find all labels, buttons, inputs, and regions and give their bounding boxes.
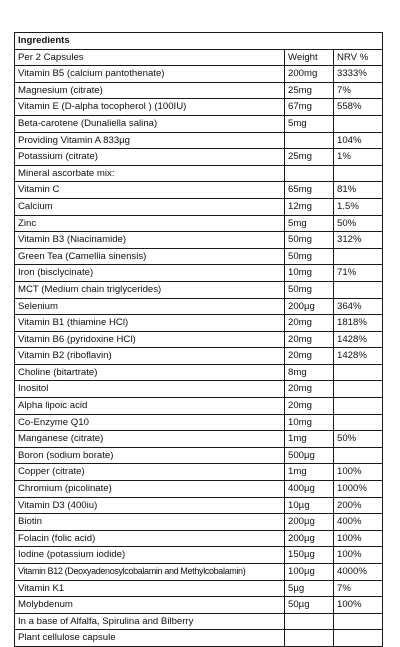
ingredient-name-cell: Selenium: [15, 298, 285, 315]
table-row: [15, 198, 383, 215]
table-row: [15, 149, 383, 166]
ingredient-name-cell: Molybdenum: [15, 597, 285, 614]
ingredient-nrv-cell: 1.5%: [334, 198, 383, 215]
ingredient-name-cell: Vitamin B1 (thiamine HCl): [15, 315, 285, 332]
ingredient-nrv-cell: [334, 364, 383, 381]
table-row: [15, 630, 383, 647]
ingredient-nrv-cell: 312%: [334, 232, 383, 249]
ingredient-weight-cell: 65mg: [285, 182, 334, 199]
table-row: [15, 82, 383, 99]
ingredient-nrv-cell: 100%: [334, 464, 383, 481]
table-row: [15, 564, 383, 581]
ingredient-name-cell: Vitamin B6 (pyridoxine HCl): [15, 331, 285, 348]
ingredient-name-cell: Providing Vitamin A 833µg: [15, 132, 285, 149]
ingredient-weight-cell: [285, 613, 334, 630]
ingredient-name-cell: Copper (citrate): [15, 464, 285, 481]
ingredient-nrv-cell: 1428%: [334, 331, 383, 348]
table-row: [15, 315, 383, 332]
ingredient-nrv-cell: 100%: [334, 530, 383, 547]
ingredient-weight-cell: 12mg: [285, 198, 334, 215]
ingredient-nrv-cell: [334, 281, 383, 298]
ingredient-weight-cell: 5mg: [285, 215, 334, 232]
table-row: [15, 580, 383, 597]
ingredient-name-cell: Vitamin B3 (Niacinamide): [15, 232, 285, 249]
ingredient-nrv-cell: [334, 630, 383, 647]
ingredient-nrv-cell: 364%: [334, 298, 383, 315]
ingredient-nrv-cell: 50%: [334, 431, 383, 448]
ingredient-name-cell: Plant cellulose capsule: [15, 630, 285, 647]
ingredient-name-cell: Green Tea (Camellia sinensis): [15, 248, 285, 265]
ingredient-name-cell: Manganese (citrate): [15, 431, 285, 448]
table-row: [15, 182, 383, 199]
ingredient-nrv-cell: 1%: [334, 149, 383, 166]
ingredient-name-cell: Choline (bitartrate): [15, 364, 285, 381]
ingredient-name-cell: Co-Enzyme Q10: [15, 414, 285, 431]
ingredient-weight-cell: 50µg: [285, 597, 334, 614]
ingredient-name-cell: Chromium (picolinate): [15, 481, 285, 498]
ingredient-nrv-cell: [334, 414, 383, 431]
ingredient-name-cell: Calcium: [15, 198, 285, 215]
ingredient-name-cell: Folacin (folic acid): [15, 530, 285, 547]
ingredient-weight-cell: 1mg: [285, 464, 334, 481]
table-row: [15, 99, 383, 116]
table-row: [15, 514, 383, 531]
ingredient-nrv-cell: 81%: [334, 182, 383, 199]
ingredient-weight-cell: 20mg: [285, 398, 334, 415]
header-nrv: NRV %: [334, 49, 383, 66]
table-row: [15, 215, 383, 232]
table-row: [15, 381, 383, 398]
table-row: [15, 348, 383, 365]
ingredient-name-cell: Mineral ascorbate mix:: [15, 165, 285, 182]
ingredient-weight-cell: [285, 165, 334, 182]
ingredient-nrv-cell: 100%: [334, 597, 383, 614]
table-row: [15, 398, 383, 415]
table-row: [15, 414, 383, 431]
table-row: [15, 464, 383, 481]
ingredient-nrv-cell: 4000%: [334, 564, 383, 581]
ingredient-nrv-cell: [334, 115, 383, 132]
table-row: [15, 530, 383, 547]
ingredient-weight-cell: 5µg: [285, 580, 334, 597]
ingredient-nrv-cell: 1428%: [334, 348, 383, 365]
ingredient-nrv-cell: 200%: [334, 497, 383, 514]
table-row: [15, 613, 383, 630]
ingredient-weight-cell: 20mg: [285, 331, 334, 348]
ingredient-name-cell: Alpha lipoic acid: [15, 398, 285, 415]
table-row: [15, 298, 383, 315]
ingredient-weight-cell: 50mg: [285, 281, 334, 298]
ingredient-name-cell: Vitamin B2 (riboflavin): [15, 348, 285, 365]
ingredient-nrv-cell: [334, 613, 383, 630]
ingredient-weight-cell: 50mg: [285, 232, 334, 249]
ingredient-name-cell: Iron (bisclycinate): [15, 265, 285, 282]
ingredient-nrv-cell: 50%: [334, 215, 383, 232]
ingredient-nrv-cell: [334, 248, 383, 265]
ingredient-weight-cell: 200µg: [285, 298, 334, 315]
ingredient-weight-cell: 20mg: [285, 381, 334, 398]
table-row: [15, 132, 383, 149]
ingredient-nrv-cell: 400%: [334, 514, 383, 531]
table-row: [15, 364, 383, 381]
table-title-row: [15, 33, 383, 50]
table-row: [15, 265, 383, 282]
ingredient-weight-cell: 10µg: [285, 497, 334, 514]
ingredient-name-cell: Zinc: [15, 215, 285, 232]
table-row: [15, 232, 383, 249]
ingredient-weight-cell: 5mg: [285, 115, 334, 132]
table-row: [15, 248, 383, 265]
ingredient-weight-cell: 20mg: [285, 348, 334, 365]
ingredient-weight-cell: 1mg: [285, 431, 334, 448]
ingredient-weight-cell: 67mg: [285, 99, 334, 116]
table-row: [15, 497, 383, 514]
ingredient-name-cell: Magnesium (citrate): [15, 82, 285, 99]
ingredient-nrv-cell: [334, 381, 383, 398]
ingredient-weight-cell: 50mg: [285, 248, 334, 265]
table-row: [15, 481, 383, 498]
ingredient-name-cell: Boron (sodium borate): [15, 447, 285, 464]
table-row: [15, 331, 383, 348]
ingredient-nrv-cell: [334, 447, 383, 464]
ingredient-name-cell: Vitamin B12 (Deoxyadenosylcobalamin and Methylcobalamin): [15, 564, 285, 581]
table-header-row: [15, 49, 383, 66]
ingredient-nrv-cell: 100%: [334, 547, 383, 564]
ingredient-weight-cell: 10mg: [285, 265, 334, 282]
ingredient-name-cell: Vitamin D3 (400iu): [15, 497, 285, 514]
ingredient-nrv-cell: 7%: [334, 580, 383, 597]
table-row: [15, 165, 383, 182]
table-row: [15, 66, 383, 83]
header-per-2-capsules: Per 2 Capsules: [15, 49, 285, 66]
ingredient-name-cell: MCT (Medium chain triglycerides): [15, 281, 285, 298]
ingredient-weight-cell: 200µg: [285, 514, 334, 531]
ingredient-weight-cell: 20mg: [285, 315, 334, 332]
ingredients-table: [14, 32, 383, 647]
table-row: [15, 115, 383, 132]
ingredient-weight-cell: 100µg: [285, 564, 334, 581]
header-weight: Weight: [285, 49, 334, 66]
ingredient-nrv-cell: 558%: [334, 99, 383, 116]
ingredient-weight-cell: 25mg: [285, 149, 334, 166]
table-row: [15, 547, 383, 564]
table-row: [15, 597, 383, 614]
ingredient-weight-cell: 200mg: [285, 66, 334, 83]
ingredient-name-cell: Vitamin B5 (calcium pantothenate): [15, 66, 285, 83]
ingredient-nrv-cell: 1818%: [334, 315, 383, 332]
ingredient-weight-cell: 150µg: [285, 547, 334, 564]
table-row: [15, 447, 383, 464]
ingredient-weight-cell: 400µg: [285, 481, 334, 498]
ingredient-name-cell: In a base of Alfalfa, Spirulina and Bilberry: [15, 613, 285, 630]
ingredient-name-cell: Beta-carotene (Dunaliella salina): [15, 115, 285, 132]
ingredient-weight-cell: [285, 132, 334, 149]
ingredient-nrv-cell: 1000%: [334, 481, 383, 498]
ingredients-panel: [14, 32, 382, 647]
ingredient-weight-cell: 8mg: [285, 364, 334, 381]
ingredient-name-cell: Vitamin K1: [15, 580, 285, 597]
ingredient-nrv-cell: 71%: [334, 265, 383, 282]
ingredient-name-cell: Vitamin C: [15, 182, 285, 199]
ingredient-weight-cell: 500µg: [285, 447, 334, 464]
ingredient-weight-cell: 200µg: [285, 530, 334, 547]
ingredient-weight-cell: 10mg: [285, 414, 334, 431]
ingredient-weight-cell: [285, 630, 334, 647]
ingredient-nrv-cell: [334, 165, 383, 182]
ingredient-weight-cell: 25mg: [285, 82, 334, 99]
ingredient-name-cell: Biotin: [15, 514, 285, 531]
ingredient-name-cell: Iodine (potassium iodide): [15, 547, 285, 564]
table-row: [15, 281, 383, 298]
ingredient-nrv-cell: 7%: [334, 82, 383, 99]
table-title: Ingredients: [15, 33, 383, 50]
ingredient-nrv-cell: 3333%: [334, 66, 383, 83]
ingredient-name-cell: Vitamin E (D-alpha tocopherol ) (100IU): [15, 99, 285, 116]
ingredient-nrv-cell: [334, 398, 383, 415]
ingredient-name-cell: Inositol: [15, 381, 285, 398]
ingredient-name-cell: Potassium (citrate): [15, 149, 285, 166]
table-row: [15, 431, 383, 448]
ingredient-nrv-cell: 104%: [334, 132, 383, 149]
